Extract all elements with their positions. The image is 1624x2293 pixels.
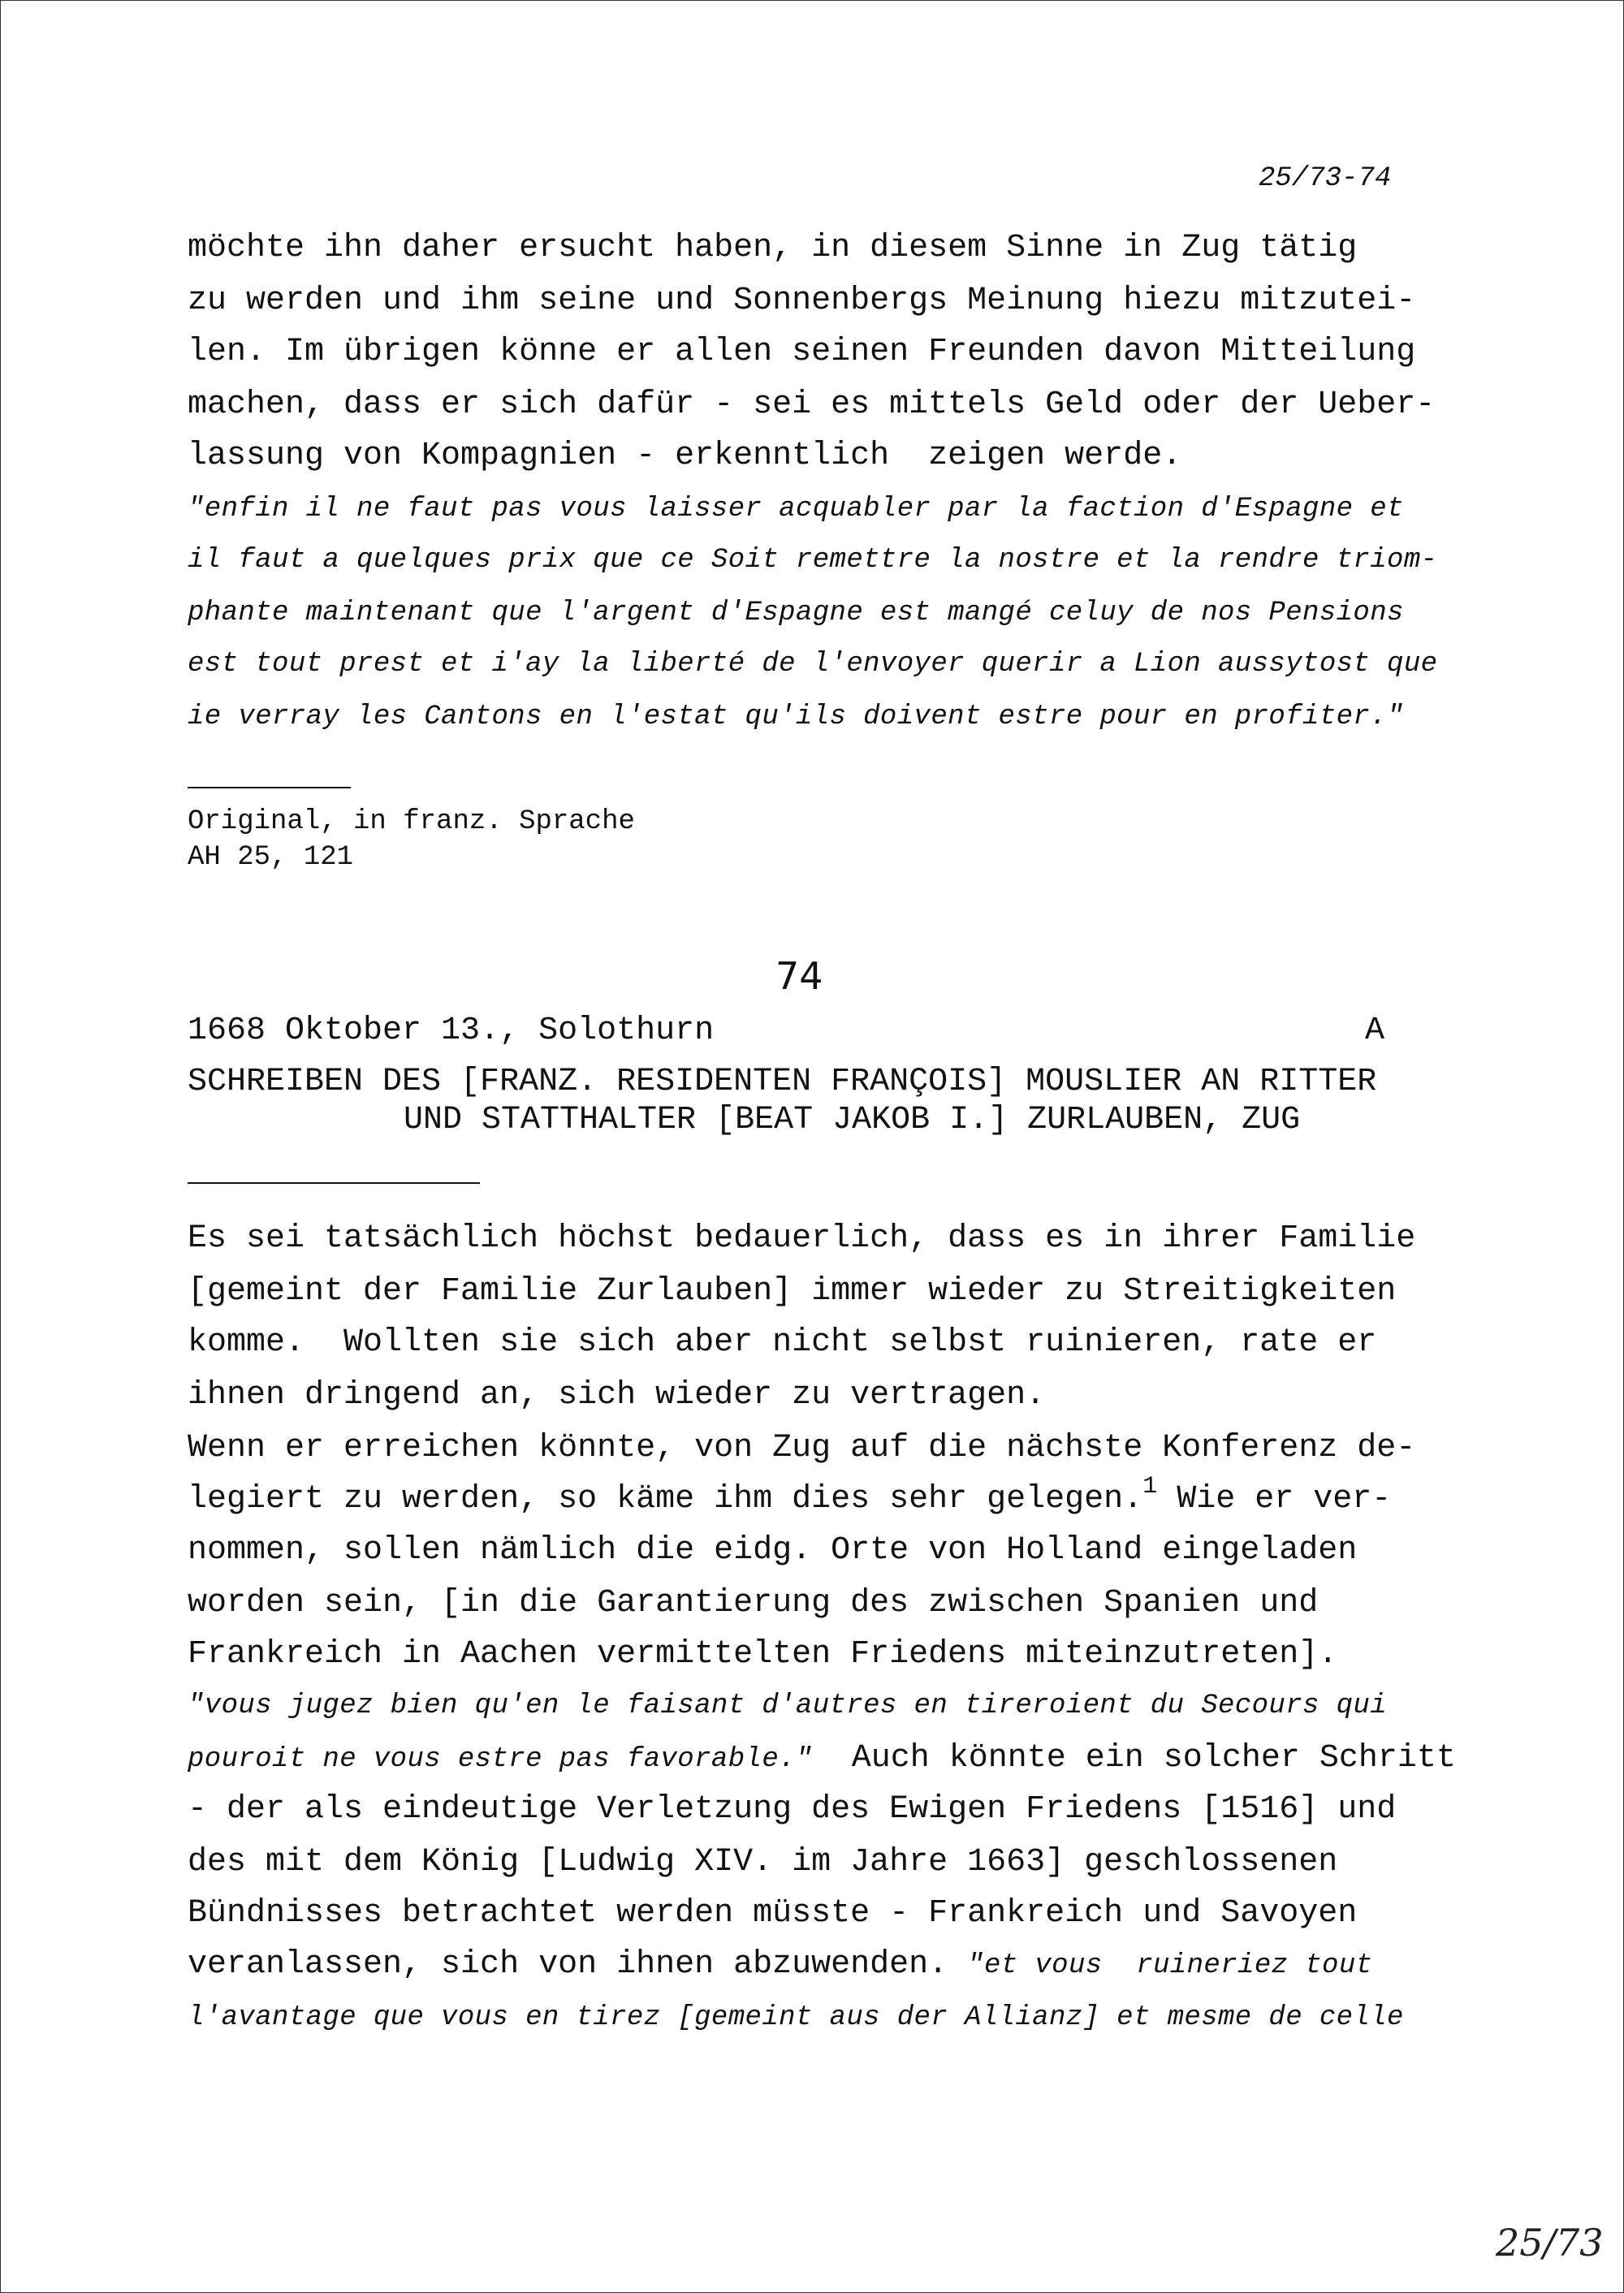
source-note: Original, in franz. Sprache — [188, 806, 635, 837]
date-place: 1668 Oktober 13., Solothurn — [188, 1013, 715, 1049]
text-line: worden sein, [in die Garantierung des zwischen Spanien und — [188, 1585, 1319, 1622]
text-line: lassung von Kompagnien - erkenntlich zeigen werde. — [188, 438, 1182, 474]
document-title: UND STATTHALTER [BEAT JAKOB I.] ZURLAUBEN, ZUG — [404, 1102, 1301, 1138]
document-marker: A — [1365, 1013, 1385, 1049]
document-number: 74 — [775, 954, 823, 998]
quote-line: phante maintenant que l'argent d'Espagne est mangé celuy de nos Pensions — [188, 598, 1404, 628]
quote-line: l'avantage que vous en tirez [gemeint aus der Allianz] et mesme de celle — [188, 2002, 1404, 2033]
text-line — [188, 1739, 1456, 1779]
text-line: Bündnisses betrachtet werden müsste - Frankreich und Savoyen — [188, 1895, 1358, 1932]
quote-segment: "et vous ruineriez tout — [967, 1950, 1373, 1981]
footnote-marker: 1 — [1142, 1473, 1158, 1501]
quote-line: est tout prest et i'ay la liberté de l'envoyer querir a Lion aussytost que — [188, 649, 1438, 680]
footnote-divider — [188, 787, 351, 788]
text-line: nommen, sollen nämlich die eidg. Orte von Holland eingeladen — [188, 1532, 1358, 1569]
text-segment: Auch könnte ein solcher Schritt — [812, 1740, 1456, 1777]
text-line — [188, 1945, 1372, 1985]
title-divider — [188, 1182, 480, 1184]
quote-line: ie verray les Cantons en l'estat qu'ils doivent estre pour en profiter." — [188, 702, 1404, 732]
text-line — [188, 1473, 1392, 1519]
text-line: - der als eindeutige Verletzung des Ewigen Friedens [1516] und — [188, 1791, 1397, 1828]
text-line: len. Im übrigen könne er allen seinen Freunden davon Mitteilung — [188, 334, 1416, 370]
page-reference: 25/73-74 — [1259, 163, 1392, 194]
quote-line: "vous jugez bien qu'en le faisant d'autres en tireroient du Secours qui — [188, 1691, 1388, 1721]
quote-segment: pouroit ne vous estre pas favorable." — [188, 1744, 813, 1775]
quote-line: il faut a quelques prix que ce Soit remettre la nostre et la rendre triom- — [188, 545, 1438, 576]
text-line: Wenn er erreichen könnte, von Zug auf die nächste Konferenz de- — [188, 1430, 1416, 1466]
quote-line: "enfin il ne faut pas vous laisser acquabler par la faction d'Espagne et — [188, 494, 1404, 525]
text-line: Es sei tatsächlich höchst bedauerlich, dass es in ihrer Familie — [188, 1220, 1416, 1257]
text-segment: legiert zu werden, so käme ihm dies sehr gelegen. — [188, 1481, 1143, 1518]
text-line: komme. Wollten sie sich aber nicht selbst ruinieren, rate er — [188, 1324, 1377, 1361]
text-line: [gemeint der Familie Zurlauben] immer wieder zu Streitigkeiten — [188, 1273, 1397, 1310]
text-line: machen, dass er sich dafür - sei es mittels Geld oder der Ueber- — [188, 386, 1436, 423]
archive-reference: AH 25, 121 — [188, 842, 354, 873]
text-segment: Wie er ver- — [1157, 1481, 1392, 1518]
text-line: ihnen dringend an, sich wieder zu vertragen. — [188, 1377, 1046, 1414]
text-line: des mit dem König [Ludwig XIV. im Jahre 1663] geschlossenen — [188, 1844, 1338, 1881]
text-line: möchte ihn daher ersucht haben, in diesem Sinne in Zug tätig — [188, 230, 1358, 266]
text-segment: veranlassen, sich von ihnen abzuwenden. — [188, 1946, 968, 1983]
text-line: zu werden und ihm seine und Sonnenbergs Meinung hiezu mitzutei- — [188, 283, 1416, 319]
text-line: Frankreich in Aachen vermittelten Friedens miteinzutreten]. — [188, 1636, 1338, 1673]
handwritten-reference: 25/73 — [1496, 2221, 1604, 2265]
document-title: SCHREIBEN DES [FRANZ. RESIDENTEN FRANÇOIS] MOUSLIER AN RITTER — [188, 1064, 1377, 1100]
